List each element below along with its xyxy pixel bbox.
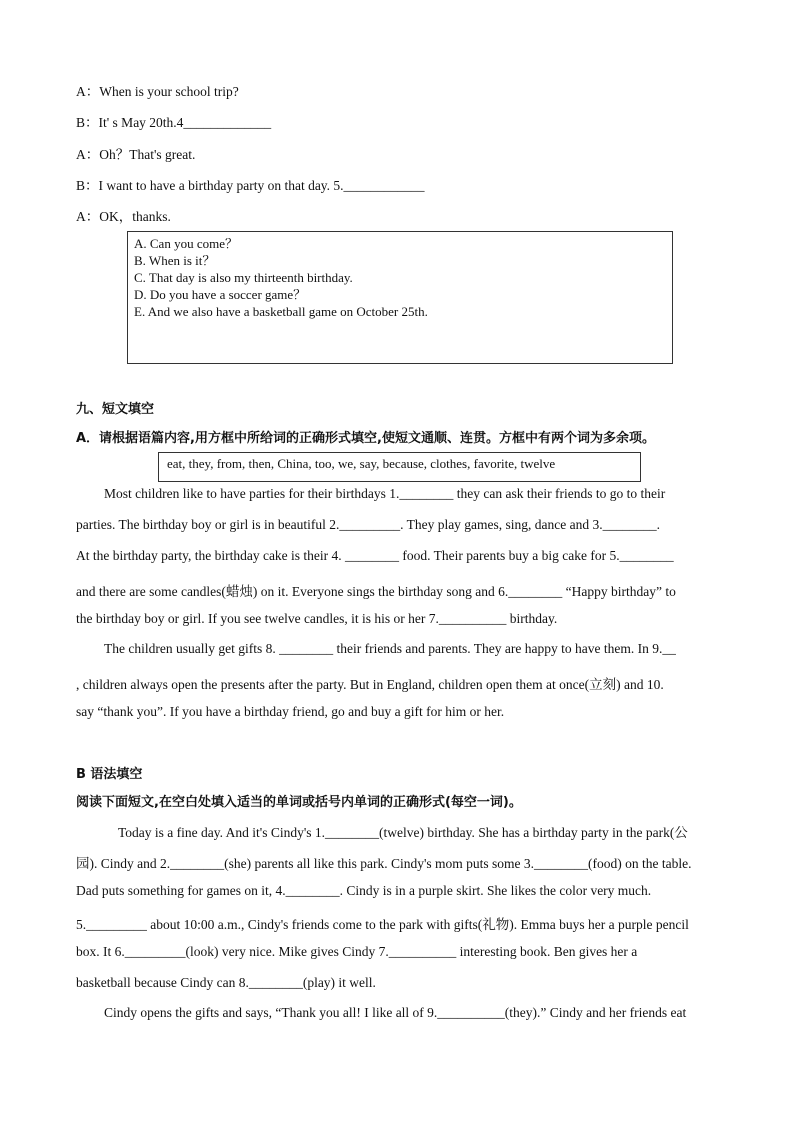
- passage-line: and there are some candles(蜡烛) on it. Everyone sings the birthday song and 6.________ “Happy birthday” to: [76, 584, 676, 599]
- option-b: B. When is it？: [134, 253, 216, 268]
- passage-line: Cindy opens the gifts and says, “Thank you all! I like all of 9.__________(they).” Cindy and her friends eat: [104, 1005, 687, 1020]
- option-c: C. That day is also my thirteenth birthday.: [134, 270, 353, 285]
- passage-line: At the birthday party, the birthday cake is their 4. ________ food. Their parents buy a big cake for 5.________: [76, 548, 674, 563]
- passage-line: Today is a fine day. And it's Cindy's 1.________(twelve) birthday. She has a birthday party in the park(公: [118, 825, 688, 840]
- passage-line: 5._________ about 10:00 a.m., Cindy's friends come to the park with gifts(礼物). Emma buys her a purple pencil: [76, 917, 689, 932]
- passage-line: box. It 6._________(look) very nice. Mike gives Cindy 7.__________ interesting book. Ben gives her a: [76, 944, 638, 959]
- passage-line: Dad puts something for games on it, 4.________. Cindy is in a purple skirt. She likes the color very much.: [76, 883, 652, 898]
- section-instruction: A．请根据语篇内容,用方框中所给词的正确形式填空,使短文通顺、连贯。方框中有两个词为多余项。: [76, 431, 655, 446]
- option-e: E. And we also have a basketball game on October 25th.: [134, 304, 428, 319]
- passage-line: the birthday boy or girl. If you see twelve candles, it is his or her 7.__________ birthday.: [76, 611, 558, 626]
- dialogue-line: B：It' s May 20th.4_____________: [76, 115, 272, 130]
- word-bank: eat, they, from, then, China, too, we, say, because, clothes, favorite, twelve: [158, 452, 641, 482]
- passage-line: say “thank you”. If you have a birthday friend, go and buy a gift for him or her.: [76, 704, 505, 719]
- dialogue-line: A：When is your school trip?: [76, 84, 239, 99]
- passage-line: basketball because Cindy can 8.________(play) it well.: [76, 975, 376, 990]
- passage-line: , children always open the presents after the party. But in England, children open them at once(立刻) and 10.: [76, 677, 664, 692]
- passage-line: 园). Cindy and 2.________(she) parents all like this park. Cindy's mom puts some 3.________(food) on the table.: [76, 856, 692, 871]
- option-d: D. Do you have a soccer game？: [134, 287, 307, 302]
- section-instruction: 阅读下面短文,在空白处填入适当的单词或括号内单词的正确形式(每空一词)。: [76, 795, 522, 810]
- passage-line: parties. The birthday boy or girl is in beautiful 2._________. They play games, sing, dance and 3.________.: [76, 517, 661, 532]
- option-a: A. Can you come？: [134, 236, 238, 251]
- dialogue-line: A：OK，thanks.: [76, 209, 171, 224]
- passage-line: The children usually get gifts 8. ________ their friends and parents. They are happy to have them. In 9.__: [104, 641, 676, 656]
- passage-line: Most children like to have parties for their birthdays 1.________ they can ask their friends to go to their: [104, 486, 666, 501]
- section-title: B 语法填空: [76, 767, 143, 782]
- options-box: [127, 231, 673, 364]
- section-title: 九、短文填空: [76, 402, 155, 417]
- dialogue-line: A：Oh？That's great.: [76, 147, 196, 162]
- dialogue-line: B：I want to have a birthday party on that day. 5.____________: [76, 178, 425, 193]
